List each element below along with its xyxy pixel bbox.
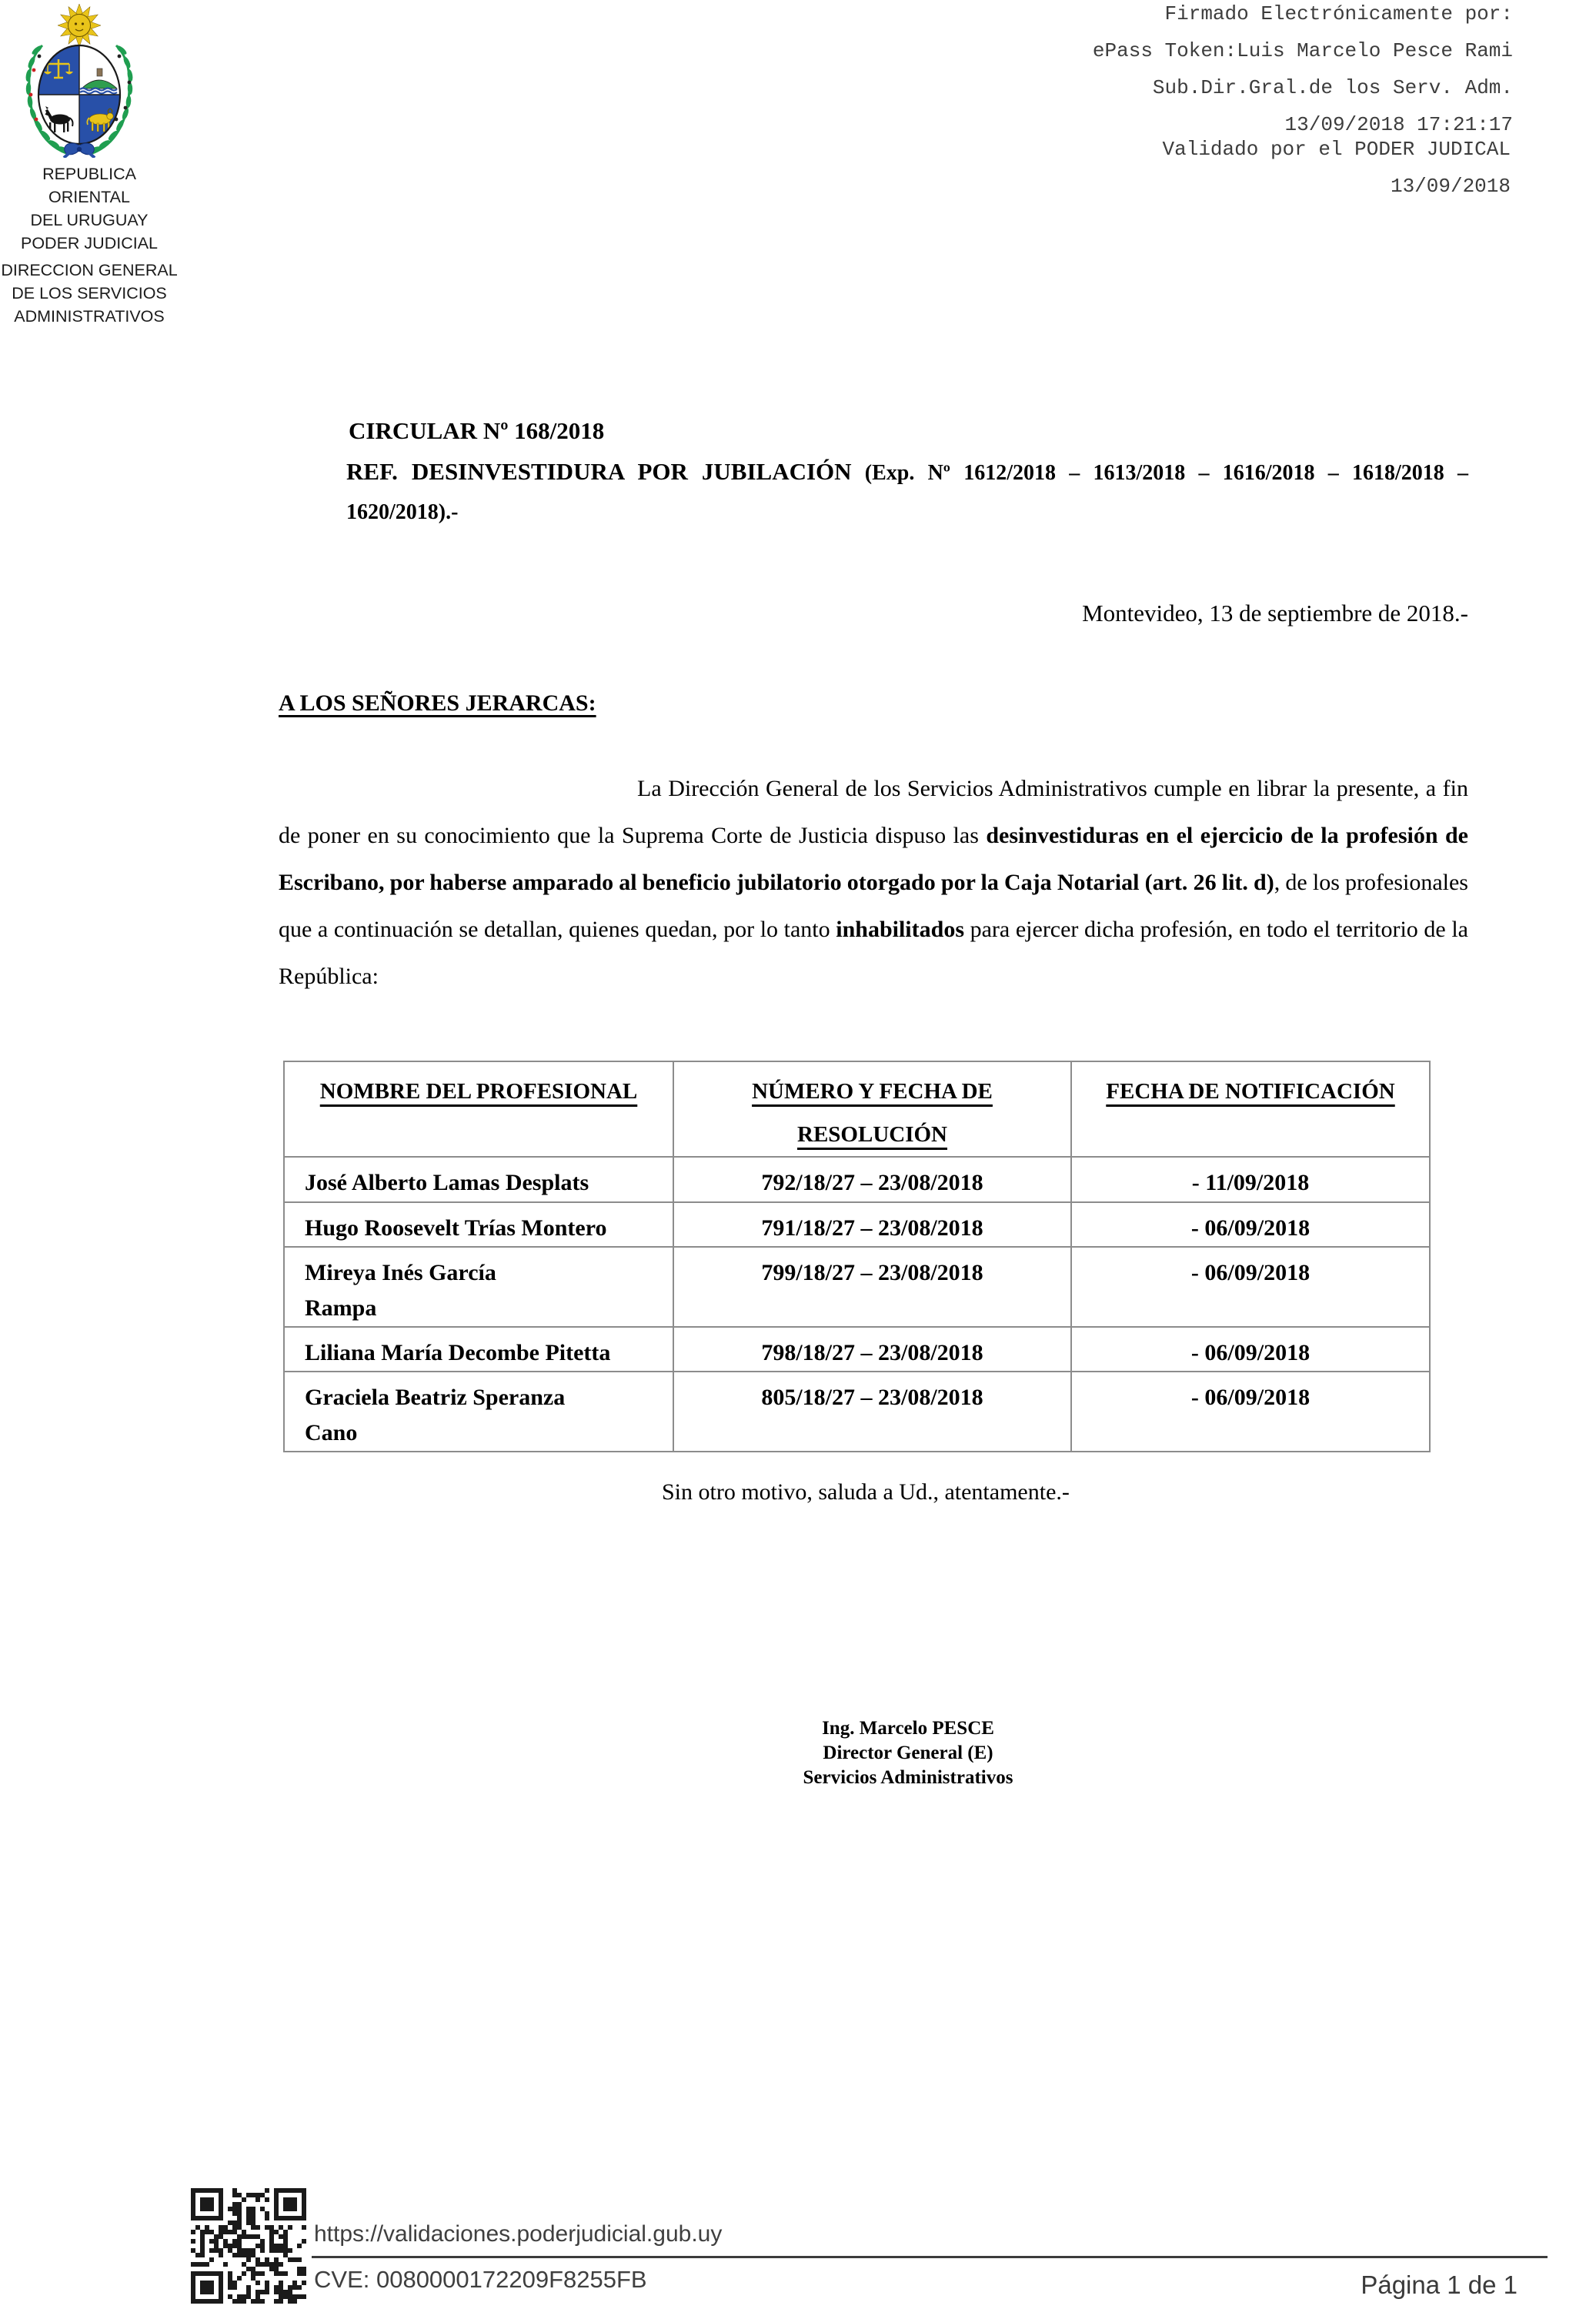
professional-name-cell: José Alberto Lamas Desplats bbox=[284, 1157, 673, 1202]
professional-name-cell: Hugo Roosevelt Trías Montero bbox=[284, 1202, 673, 1247]
notification-cell: - 06/09/2018 bbox=[1071, 1247, 1430, 1327]
cve-code: CVE: 0080000172209F8255FB bbox=[314, 2266, 647, 2293]
resolution-cell: 805/18/27 – 23/08/2018 bbox=[673, 1372, 1071, 1452]
body-text-bold: desinvestiduras en el ejercicio de la profesión de Escribano, por haberse amparado al beneficio jubilatorio otorgado por la Caja Notarial (art. 26 lit. d) bbox=[279, 823, 1468, 895]
salutation: A LOS SEÑORES JERARCAS: bbox=[279, 690, 596, 716]
reference-expedients: (Exp. Nº 1612/2018 – 1613/2018 – 1616/2018 – 1618/2018 – 1620/2018).- bbox=[346, 461, 1468, 524]
resolution-cell: 791/18/27 – 23/08/2018 bbox=[673, 1202, 1071, 1247]
professional-name-cell: Liliana María Decombe Pitetta bbox=[284, 1327, 673, 1372]
validation-line: Validado por el PODER JUDICAL bbox=[1162, 138, 1511, 161]
signatory-name: Ing. Marcelo PESCE bbox=[822, 1718, 994, 1739]
footer-divider bbox=[312, 2256, 1548, 2258]
letterhead-dept-line: ADMINISTRATIVOS bbox=[14, 307, 165, 326]
table-header-cell: FECHA DE NOTIFICACIÓN bbox=[1071, 1061, 1430, 1157]
qr-code bbox=[191, 2188, 306, 2304]
notary-table bbox=[283, 1061, 1431, 1452]
ribbon-bow bbox=[64, 143, 95, 158]
page-number: Página 1 de 1 bbox=[1361, 2271, 1518, 2299]
date-line: Montevideo, 13 de septiembre de 2018.- bbox=[1082, 600, 1468, 627]
notification-cell: - 11/09/2018 bbox=[1071, 1157, 1430, 1202]
letterhead-dept-line: DE LOS SERVICIOS bbox=[12, 284, 167, 302]
sun-of-may bbox=[58, 4, 101, 47]
resolution-cell: 798/18/27 – 23/08/2018 bbox=[673, 1327, 1071, 1372]
table-row bbox=[284, 1247, 1430, 1327]
stamp-line: Firmado Electrónicamente por: bbox=[1164, 2, 1513, 25]
reference-subject: REF. DESINVESTIDURA POR JUBILACIÓN bbox=[346, 458, 852, 485]
signature-block bbox=[785, 1716, 1031, 1790]
table-row bbox=[284, 1372, 1430, 1452]
validation-line: 13/09/2018 bbox=[1390, 175, 1511, 198]
closing-line: Sin otro motivo, saluda a Ud., atentamente.- bbox=[662, 1479, 1070, 1505]
body-text: La Dirección General de los Servicios Administrativos cumple en librar la presente, a fin de poner en su conocimiento que la Suprema Corte de Justicia dispuso las bbox=[279, 776, 1468, 848]
uruguay-coat-of-arms-icon bbox=[18, 2, 140, 162]
body-paragraph bbox=[279, 765, 1468, 1000]
letterhead-org bbox=[0, 162, 179, 255]
body-text-bold: inhabilitados bbox=[836, 917, 964, 942]
notification-cell: - 06/09/2018 bbox=[1071, 1202, 1430, 1247]
professional-name-cell: Mireya Inés García Rampa bbox=[284, 1247, 673, 1327]
letterhead-org-line: DEL URUGUAY bbox=[30, 211, 149, 229]
body-text: para ejercer dicha profesión, en todo el territorio de la República: bbox=[279, 917, 1468, 989]
stamp-line: ePass Token:Luis Marcelo Pesce Rami bbox=[1092, 39, 1513, 62]
letterhead-dept bbox=[0, 259, 179, 328]
table-row bbox=[284, 1157, 1430, 1202]
circular-number-heading: CIRCULAR Nº 168/2018 bbox=[349, 417, 605, 444]
validation-url: https://validaciones.poderjudicial.gub.uy bbox=[314, 2221, 723, 2247]
letterhead-org-line: PODER JUDICIAL bbox=[20, 234, 158, 252]
letterhead-org-line: REPUBLICA ORIENTAL bbox=[42, 165, 136, 206]
notification-cell: - 06/09/2018 bbox=[1071, 1327, 1430, 1372]
validation-stamp bbox=[1162, 138, 1511, 198]
table-header-cell: NÚMERO Y FECHA DE RESOLUCIÓN bbox=[673, 1061, 1071, 1157]
professional-name-cell: Graciela Beatriz Speranza Cano bbox=[284, 1372, 673, 1452]
body-text: , de los profesionales que a continuación se detallan, quienes quedan, por lo tanto bbox=[279, 870, 1468, 942]
reference-heading bbox=[346, 453, 1468, 531]
table-row bbox=[284, 1202, 1430, 1247]
table-header-row bbox=[284, 1061, 1430, 1157]
signature-stamp bbox=[1092, 2, 1513, 136]
stamp-line: 13/09/2018 17:21:17 bbox=[1284, 113, 1513, 136]
resolution-cell: 792/18/27 – 23/08/2018 bbox=[673, 1157, 1071, 1202]
letterhead-dept-line: DIRECCION GENERAL bbox=[1, 261, 178, 279]
signatory-office: Servicios Administrativos bbox=[803, 1767, 1013, 1788]
stamp-line: Sub.Dir.Gral.de los Serv. Adm. bbox=[1152, 76, 1513, 99]
signatory-title: Director General (E) bbox=[823, 1743, 993, 1763]
table-header-cell: NOMBRE DEL PROFESIONAL bbox=[284, 1061, 673, 1157]
notification-cell: - 06/09/2018 bbox=[1071, 1372, 1430, 1452]
table-row bbox=[284, 1327, 1430, 1372]
resolution-cell: 799/18/27 – 23/08/2018 bbox=[673, 1247, 1071, 1327]
